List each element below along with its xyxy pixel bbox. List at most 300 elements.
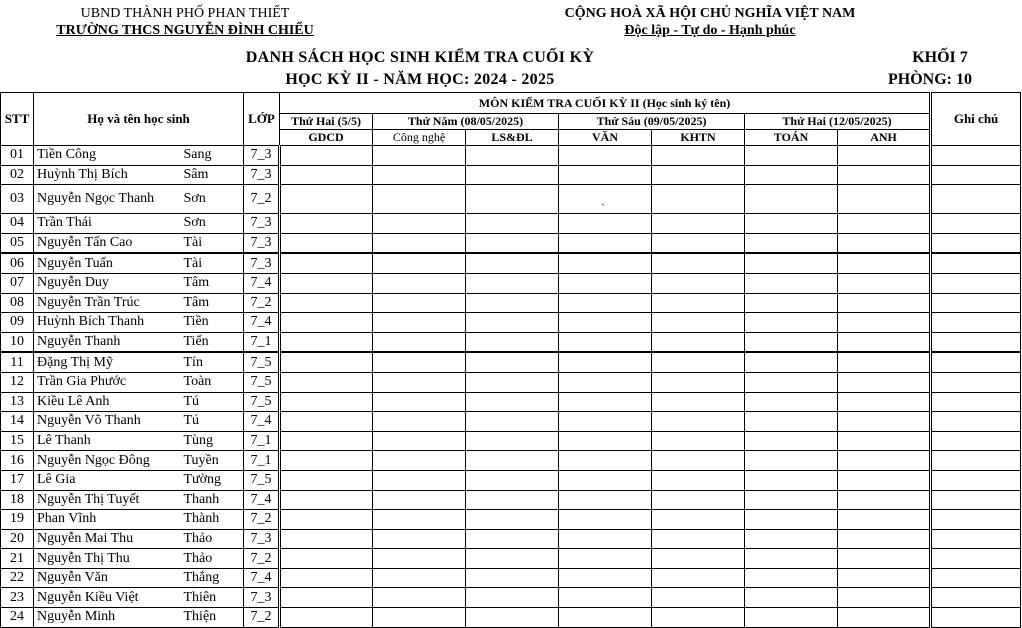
signature-cell-khtn[interactable] — [652, 588, 745, 608]
note-cell[interactable] — [931, 352, 1021, 372]
signature-cell-gdcd[interactable] — [280, 568, 373, 588]
note-cell[interactable] — [931, 412, 1021, 432]
signature-cell-lsdl[interactable] — [466, 451, 559, 471]
signature-cell-lsdl[interactable] — [466, 273, 559, 293]
signature-cell-congnghe[interactable] — [373, 392, 466, 412]
signature-cell-lsdl[interactable] — [466, 352, 559, 372]
signature-cell-anh[interactable] — [838, 588, 931, 608]
signature-cell-lsdl[interactable] — [466, 529, 559, 549]
signature-cell-khtn[interactable] — [652, 372, 745, 392]
row-class: 7_3 — [244, 165, 280, 185]
signature-cell-van[interactable] — [559, 313, 652, 333]
signature-cell-anh[interactable] — [838, 233, 931, 253]
row-stt: 01 — [1, 146, 34, 166]
signature-cell-gdcd[interactable] — [280, 451, 373, 471]
signature-cell-toan[interactable] — [745, 313, 838, 333]
signature-cell-gdcd[interactable] — [280, 470, 373, 490]
signature-cell-toan[interactable] — [745, 372, 838, 392]
signature-cell-gdcd[interactable] — [280, 490, 373, 510]
signature-cell-lsdl[interactable] — [466, 568, 559, 588]
note-cell[interactable] — [931, 451, 1021, 471]
national-motto — [520, 23, 900, 39]
signature-cell-khtn[interactable] — [652, 392, 745, 412]
signature-cell-congnghe[interactable] — [373, 293, 466, 313]
signature-cell-van[interactable] — [559, 332, 652, 352]
signature-cell-gdcd[interactable] — [280, 352, 373, 372]
grade-label: KHỐI 7 — [912, 49, 968, 66]
signature-cell-anh[interactable] — [838, 352, 931, 372]
note-cell[interactable] — [931, 233, 1021, 253]
row-surname: Huỳnh Bích Thanh — [34, 313, 182, 333]
signature-cell-lsdl[interactable] — [466, 293, 559, 313]
row-stt: 07 — [1, 273, 34, 293]
row-given-name: Tín — [182, 352, 244, 372]
row-surname: Nguyễn Võ Thanh — [34, 412, 182, 432]
row-given-name: Thiên — [182, 588, 244, 608]
row-surname: Nguyễn Tuấn — [34, 253, 182, 273]
note-cell[interactable] — [931, 165, 1021, 185]
note-cell[interactable] — [931, 332, 1021, 352]
student-table — [0, 92, 1021, 628]
signature-cell-gdcd[interactable] — [280, 233, 373, 253]
signature-cell-lsdl[interactable] — [466, 470, 559, 490]
signature-cell-khtn[interactable] — [652, 451, 745, 471]
signature-cell-congnghe[interactable] — [373, 352, 466, 372]
signature-cell-congnghe[interactable] — [373, 549, 466, 569]
signature-cell-anh[interactable] — [838, 608, 931, 628]
note-cell[interactable] — [931, 273, 1021, 293]
signature-cell-khtn[interactable] — [652, 165, 745, 185]
table-row — [1, 253, 1021, 273]
signature-cell-congnghe[interactable] — [373, 233, 466, 253]
row-class: 7_2 — [244, 608, 280, 628]
signature-cell-khtn[interactable] — [652, 146, 745, 166]
note-cell[interactable] — [931, 529, 1021, 549]
signature-cell-toan[interactable] — [745, 332, 838, 352]
signature-cell-van[interactable] — [559, 529, 652, 549]
signature-cell-anh[interactable] — [838, 185, 931, 214]
national-title: CỘNG HOÀ XÃ HỘI CHỦ NGHĨA VIỆT NAM — [564, 6, 856, 21]
row-class: 7_5 — [244, 392, 280, 412]
note-cell[interactable] — [931, 392, 1021, 412]
signature-cell-anh[interactable] — [838, 146, 931, 166]
signature-cell-anh[interactable] — [838, 510, 931, 530]
signature-cell-lsdl[interactable] — [466, 549, 559, 569]
note-cell[interactable] — [931, 549, 1021, 569]
table-row — [1, 568, 1021, 588]
row-stt: 05 — [1, 233, 34, 253]
signature-cell-congnghe[interactable] — [373, 146, 466, 166]
note-cell[interactable] — [931, 510, 1021, 530]
signature-cell-khtn[interactable] — [652, 185, 745, 214]
header-subject-van: VĂN — [559, 130, 652, 146]
row-surname: Nguyễn Thị Tuyết — [34, 490, 182, 510]
row-surname: Nguyễn Ngọc Thanh — [34, 185, 182, 214]
signature-cell-lsdl[interactable] — [466, 313, 559, 333]
row-given-name: Thảo — [182, 549, 244, 569]
row-class: 7_3 — [244, 214, 280, 234]
signature-cell-toan[interactable] — [745, 253, 838, 273]
signature-cell-khtn[interactable] — [652, 608, 745, 628]
signature-cell-anh[interactable] — [838, 529, 931, 549]
row-stt: 06 — [1, 253, 34, 273]
signature-cell-gdcd[interactable] — [280, 549, 373, 569]
row-stt: 19 — [1, 510, 34, 530]
signature-cell-gdcd[interactable] — [280, 608, 373, 628]
row-given-name: Tú — [182, 412, 244, 432]
signature-cell-van[interactable] — [559, 214, 652, 234]
row-surname: Tiền Công — [34, 146, 182, 166]
signature-cell-gdcd[interactable] — [280, 146, 373, 166]
note-cell[interactable] — [931, 214, 1021, 234]
signature-cell-congnghe[interactable] — [373, 510, 466, 530]
signature-cell-toan[interactable] — [745, 233, 838, 253]
signature-cell-lsdl[interactable] — [466, 490, 559, 510]
row-surname: Lê Gia — [34, 470, 182, 490]
table-row — [1, 146, 1021, 166]
school-name-text: TRƯỜNG THCS NGUYỄN ĐÌNH CHIỂU — [56, 23, 314, 38]
signature-cell-khtn[interactable] — [652, 470, 745, 490]
table-row — [1, 273, 1021, 293]
row-given-name: Thành — [182, 510, 244, 530]
signature-cell-khtn[interactable] — [652, 293, 745, 313]
row-surname: Đặng Thị Mỹ — [34, 352, 182, 372]
row-class: 7_1 — [244, 451, 280, 471]
note-cell[interactable] — [931, 568, 1021, 588]
signature-cell-gdcd[interactable] — [280, 214, 373, 234]
header-subjects: MÔN KIỂM TRA CUỐI KỲ II (Học sinh ký tên) — [280, 93, 931, 114]
row-surname: Nguyễn Trần Trúc — [34, 293, 182, 313]
row-stt: 13 — [1, 392, 34, 412]
signature-cell-anh[interactable] — [838, 431, 931, 451]
signature-cell-toan[interactable] — [745, 608, 838, 628]
signature-cell-lsdl[interactable] — [466, 372, 559, 392]
header-note: Ghi chú — [931, 93, 1021, 146]
signature-cell-anh[interactable] — [838, 470, 931, 490]
signature-cell-congnghe[interactable] — [373, 165, 466, 185]
signature-cell-toan[interactable] — [745, 568, 838, 588]
row-class: 7_5 — [244, 352, 280, 372]
signature-cell-lsdl[interactable] — [466, 165, 559, 185]
header-subject-anh: ANH — [838, 130, 931, 146]
national-motto-text: Độc lập - Tự do - Hạnh phúc — [624, 23, 796, 38]
signature-cell-van[interactable] — [559, 273, 652, 293]
signature-cell-congnghe[interactable] — [373, 313, 466, 333]
row-class: 7_5 — [244, 372, 280, 392]
signature-cell-toan[interactable] — [745, 529, 838, 549]
signature-cell-gdcd[interactable] — [280, 412, 373, 432]
row-class: 7_4 — [244, 490, 280, 510]
signature-cell-lsdl[interactable] — [466, 233, 559, 253]
signature-cell-lsdl[interactable] — [466, 392, 559, 412]
row-stt: 20 — [1, 529, 34, 549]
signature-cell-congnghe[interactable] — [373, 588, 466, 608]
signature-cell-khtn[interactable] — [652, 510, 745, 530]
signature-cell-congnghe[interactable] — [373, 451, 466, 471]
signature-cell-lsdl[interactable] — [466, 431, 559, 451]
signature-cell-van[interactable] — [559, 490, 652, 510]
table-row — [1, 470, 1021, 490]
table-row — [1, 214, 1021, 234]
signature-cell-lsdl[interactable] — [466, 214, 559, 234]
signature-cell-toan[interactable] — [745, 293, 838, 313]
table-row — [1, 549, 1021, 569]
row-given-name: Toàn — [182, 372, 244, 392]
row-surname: Phan Vĩnh — [34, 510, 182, 530]
signature-cell-van[interactable] — [559, 510, 652, 530]
note-cell[interactable] — [931, 608, 1021, 628]
row-surname: Trần Gia Phước — [34, 372, 182, 392]
signature-cell-van[interactable] — [559, 352, 652, 372]
row-class: 7_2 — [244, 549, 280, 569]
signature-cell-anh[interactable] — [838, 490, 931, 510]
signature-cell-gdcd[interactable] — [280, 332, 373, 352]
signature-cell-lsdl[interactable] — [466, 412, 559, 432]
signature-cell-lsdl[interactable] — [466, 185, 559, 214]
table-row — [1, 608, 1021, 628]
header-stt: STT — [1, 93, 34, 146]
signature-cell-toan[interactable] — [745, 185, 838, 214]
signature-cell-gdcd[interactable] — [280, 510, 373, 530]
signature-cell-gdcd[interactable] — [280, 313, 373, 333]
signature-cell-anh[interactable] — [838, 372, 931, 392]
signature-cell-anh[interactable] — [838, 165, 931, 185]
signature-cell-van[interactable] — [559, 165, 652, 185]
row-given-name: Sang — [182, 146, 244, 166]
signature-cell-van[interactable] — [559, 253, 652, 273]
signature-cell-gdcd[interactable] — [280, 392, 373, 412]
signature-cell-gdcd[interactable] — [280, 185, 373, 214]
signature-cell-khtn[interactable] — [652, 529, 745, 549]
signature-cell-congnghe[interactable] — [373, 568, 466, 588]
signature-cell-khtn[interactable] — [652, 273, 745, 293]
row-surname: Lê Thanh — [34, 431, 182, 451]
row-class: 7_4 — [244, 568, 280, 588]
table-row — [1, 165, 1021, 185]
signature-cell-gdcd[interactable] — [280, 372, 373, 392]
signature-cell-lsdl[interactable] — [466, 146, 559, 166]
note-cell[interactable] — [931, 431, 1021, 451]
signature-cell-van[interactable] — [559, 185, 652, 214]
signature-cell-khtn[interactable] — [652, 352, 745, 372]
signature-cell-toan[interactable] — [745, 510, 838, 530]
signature-cell-congnghe[interactable] — [373, 529, 466, 549]
row-given-name: Sơn — [182, 214, 244, 234]
signature-cell-anh[interactable] — [838, 451, 931, 471]
row-class: 7_5 — [244, 470, 280, 490]
signature-cell-van[interactable] — [559, 549, 652, 569]
row-stt: 10 — [1, 332, 34, 352]
signature-cell-khtn[interactable] — [652, 568, 745, 588]
signature-cell-congnghe[interactable] — [373, 372, 466, 392]
row-class: 7_4 — [244, 313, 280, 333]
signature-cell-anh[interactable] — [838, 273, 931, 293]
signature-cell-anh[interactable] — [838, 549, 931, 569]
signature-cell-van[interactable] — [559, 588, 652, 608]
signature-cell-khtn[interactable] — [652, 253, 745, 273]
signature-cell-khtn[interactable] — [652, 431, 745, 451]
note-cell[interactable] — [931, 470, 1021, 490]
row-class: 7_2 — [244, 185, 280, 214]
signature-cell-gdcd[interactable] — [280, 588, 373, 608]
signature-cell-anh[interactable] — [838, 332, 931, 352]
signature-cell-van[interactable] — [559, 412, 652, 432]
row-given-name: Tiến — [182, 332, 244, 352]
signature-cell-van[interactable] — [559, 451, 652, 471]
signature-cell-anh[interactable] — [838, 392, 931, 412]
signature-cell-khtn[interactable] — [652, 233, 745, 253]
stray-mark: ` — [601, 201, 606, 214]
document-title: DANH SÁCH HỌC SINH KIỂM TRA CUỐI KỲ — [245, 49, 595, 66]
signature-cell-lsdl[interactable] — [466, 510, 559, 530]
signature-cell-toan[interactable] — [745, 412, 838, 432]
signature-cell-congnghe[interactable] — [373, 608, 466, 628]
signature-cell-congnghe[interactable] — [373, 185, 466, 214]
signature-cell-congnghe[interactable] — [373, 431, 466, 451]
note-cell[interactable] — [931, 313, 1021, 333]
signature-cell-congnghe[interactable] — [373, 332, 466, 352]
signature-cell-lsdl[interactable] — [466, 332, 559, 352]
header-subject-khtn: KHTN — [652, 130, 745, 146]
signature-cell-anh[interactable] — [838, 253, 931, 273]
note-cell[interactable] — [931, 588, 1021, 608]
student-table-wrapper — [0, 92, 1021, 628]
signature-cell-gdcd[interactable] — [280, 165, 373, 185]
student-rows — [1, 146, 1021, 628]
row-surname: Huỳnh Thị Bích — [34, 165, 182, 185]
header-subject-congnghe: Công nghệ — [373, 130, 466, 146]
signature-cell-congnghe[interactable] — [373, 214, 466, 234]
signature-cell-congnghe[interactable] — [373, 490, 466, 510]
signature-cell-toan[interactable] — [745, 352, 838, 372]
row-surname: Nguyễn Văn — [34, 568, 182, 588]
table-row — [1, 332, 1021, 352]
row-class: 7_2 — [244, 293, 280, 313]
signature-cell-van[interactable] — [559, 392, 652, 412]
signature-cell-toan[interactable] — [745, 214, 838, 234]
signature-cell-gdcd[interactable] — [280, 293, 373, 313]
row-given-name: Tài — [182, 233, 244, 253]
signature-cell-anh[interactable] — [838, 568, 931, 588]
row-surname: Nguyễn Minh — [34, 608, 182, 628]
row-stt: 03 — [1, 185, 34, 214]
signature-cell-van[interactable] — [559, 233, 652, 253]
table-row — [1, 510, 1021, 530]
signature-cell-van[interactable] — [559, 470, 652, 490]
signature-cell-congnghe[interactable] — [373, 412, 466, 432]
signature-cell-toan[interactable] — [745, 165, 838, 185]
row-given-name: Tâm — [182, 273, 244, 293]
signature-cell-toan[interactable] — [745, 490, 838, 510]
signature-cell-van[interactable] — [559, 608, 652, 628]
signature-cell-gdcd[interactable] — [280, 273, 373, 293]
header-class: LỚP — [244, 93, 280, 146]
row-given-name: Thiện — [182, 608, 244, 628]
note-cell[interactable] — [931, 293, 1021, 313]
signature-cell-anh[interactable] — [838, 412, 931, 432]
signature-cell-toan[interactable] — [745, 451, 838, 471]
row-class: 7_3 — [244, 146, 280, 166]
row-stt: 23 — [1, 588, 34, 608]
row-surname: Nguyễn Tấn Cao — [34, 233, 182, 253]
row-surname: Trần Thái — [34, 214, 182, 234]
header-subject-lsdl: LS&ĐL — [466, 130, 559, 146]
note-cell[interactable] — [931, 372, 1021, 392]
authority-name: UBND THÀNH PHỐ PHAN THIẾT — [80, 6, 290, 21]
signature-cell-congnghe[interactable] — [373, 470, 466, 490]
signature-cell-lsdl[interactable] — [466, 608, 559, 628]
signature-cell-gdcd[interactable] — [280, 529, 373, 549]
signature-cell-toan[interactable] — [745, 392, 838, 412]
signature-cell-van[interactable] — [559, 431, 652, 451]
signature-cell-anh[interactable] — [838, 214, 931, 234]
signature-cell-gdcd[interactable] — [280, 253, 373, 273]
row-surname: Nguyễn Ngọc Đông — [34, 451, 182, 471]
signature-cell-van[interactable] — [559, 293, 652, 313]
signature-cell-van[interactable] — [559, 568, 652, 588]
signature-cell-toan[interactable] — [745, 549, 838, 569]
room-label: PHÒNG: 10 — [888, 71, 972, 88]
row-class: 7_3 — [244, 233, 280, 253]
row-class: 7_3 — [244, 529, 280, 549]
header-day-4: Thứ Hai (12/05/2025) — [745, 114, 931, 130]
signature-cell-congnghe[interactable] — [373, 253, 466, 273]
row-given-name: Tiền — [182, 313, 244, 333]
signature-cell-khtn[interactable] — [652, 332, 745, 352]
signature-cell-khtn[interactable] — [652, 490, 745, 510]
signature-cell-toan[interactable] — [745, 588, 838, 608]
signature-cell-gdcd[interactable] — [280, 431, 373, 451]
row-stt: 18 — [1, 490, 34, 510]
table-row — [1, 490, 1021, 510]
signature-cell-van[interactable] — [559, 372, 652, 392]
row-given-name: Tường — [182, 470, 244, 490]
row-stt: 11 — [1, 352, 34, 372]
signature-cell-toan[interactable] — [745, 273, 838, 293]
header-day-1: Thứ Hai (5/5) — [280, 114, 373, 130]
signature-cell-anh[interactable] — [838, 313, 931, 333]
signature-cell-anh[interactable] — [838, 293, 931, 313]
note-cell[interactable] — [931, 185, 1021, 214]
signature-cell-toan[interactable] — [745, 146, 838, 166]
header-day-3: Thứ Sáu (09/05/2025) — [559, 114, 745, 130]
row-class: 7_1 — [244, 431, 280, 451]
signature-cell-lsdl[interactable] — [466, 588, 559, 608]
signature-cell-khtn[interactable] — [652, 549, 745, 569]
table-row — [1, 372, 1021, 392]
row-stt: 08 — [1, 293, 34, 313]
row-stt: 24 — [1, 608, 34, 628]
note-cell[interactable] — [931, 146, 1021, 166]
signature-cell-toan[interactable] — [745, 431, 838, 451]
row-surname: Nguyễn Thị Thu — [34, 549, 182, 569]
signature-cell-toan[interactable] — [745, 470, 838, 490]
signature-cell-khtn[interactable] — [652, 313, 745, 333]
row-given-name: Sơn — [182, 185, 244, 214]
row-surname: Nguyễn Mai Thu — [34, 529, 182, 549]
signature-cell-khtn[interactable] — [652, 412, 745, 432]
table-row — [1, 313, 1021, 333]
signature-cell-congnghe[interactable] — [373, 273, 466, 293]
note-cell[interactable] — [931, 490, 1021, 510]
signature-cell-van[interactable] — [559, 146, 652, 166]
row-class: 7_1 — [244, 332, 280, 352]
row-stt: 14 — [1, 412, 34, 432]
row-given-name: Tú — [182, 392, 244, 412]
signature-cell-khtn[interactable] — [652, 214, 745, 234]
signature-cell-lsdl[interactable] — [466, 253, 559, 273]
note-cell[interactable] — [931, 253, 1021, 273]
